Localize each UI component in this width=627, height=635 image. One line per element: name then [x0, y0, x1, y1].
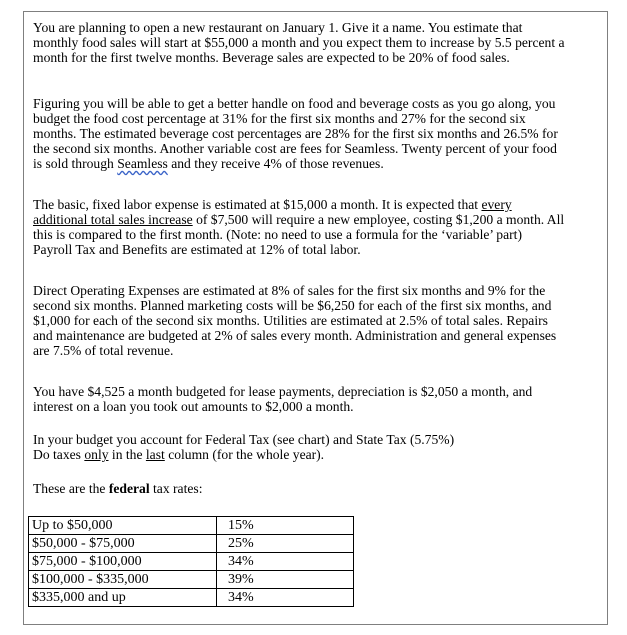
text-line: interest on a loan you took out amounts to $2,000 a month.	[33, 399, 354, 414]
text-line: You are planning to open a new restaurant on January 1. Give it a name. You estimate that	[33, 20, 523, 35]
bracket-cell: $50,000 - $75,000	[29, 535, 217, 553]
text-line: and they receive 4% of those revenues.	[167, 156, 384, 171]
table-row	[29, 553, 354, 571]
text-line: These are the	[33, 481, 109, 496]
underlined-text: only	[84, 447, 109, 462]
text-line: $1,000 for each of the second six months. Utilities are estimated at 2.5% of total sales. Repairs	[33, 313, 548, 328]
text-line: monthly food sales will start at $55,000 a month and you expect them to increase by 5.5 percent a	[33, 35, 565, 50]
table-row	[29, 589, 354, 607]
text-line: The basic, fixed labor expense is estimated at $15,000 a month. It is expected that	[33, 197, 482, 212]
paragraph-federal-intro	[33, 481, 608, 496]
table-row	[29, 571, 354, 589]
text-line: in the	[108, 447, 146, 462]
text-line: is sold through	[33, 156, 118, 171]
text-line: are 7.5% of total revenue.	[33, 343, 174, 358]
paragraph-labor	[33, 197, 608, 257]
rate-cell: 34%	[217, 553, 354, 571]
text-line: tax rates:	[149, 481, 203, 496]
text-line: Direct Operating Expenses are estimated at 8% of sales for the first six months and 9% for the	[33, 283, 546, 298]
underlined-text: every	[481, 197, 512, 212]
bracket-cell: $75,000 - $100,000	[29, 553, 217, 571]
underlined-text: last	[145, 447, 165, 462]
text-line: budget the food cost percentage at 31% for the first six months and 27% for the second six	[33, 111, 526, 126]
text-line: month for the first twelve months. Beverage sales are expected to be 20% of food sales.	[33, 50, 510, 65]
table-row	[29, 517, 354, 535]
paragraph-taxes	[33, 432, 608, 462]
table-row	[29, 535, 354, 553]
rate-cell: 25%	[217, 535, 354, 553]
rate-cell: 15%	[217, 517, 354, 535]
text-line: months. The estimated beverage cost percentages are 28% for the first six months and 26.5% for	[33, 126, 558, 141]
text-line: second six months. Planned marketing costs will be $6,250 for each of the first six months, and	[33, 298, 552, 313]
text-line: this is compared to the first month. (Note: no need to use a formula for the ‘variable’ part)	[33, 227, 522, 242]
paragraph-fixed	[33, 384, 608, 414]
text-line: the second six months. Another variable cost are fees for Seamless. Twenty percent of your food	[33, 141, 557, 156]
text-line: of $7,500 will require a new employee, costing $1,200 a month. All	[192, 212, 565, 227]
text-line: column (for the whole year).	[164, 447, 325, 462]
spellcheck-word: Seamless	[117, 156, 168, 171]
text-line: In your budget you account for Federal Tax (see chart) and State Tax (5.75%)	[33, 432, 455, 447]
federal-tax-table	[28, 516, 354, 607]
rate-cell: 39%	[217, 571, 354, 589]
text-line: and maintenance are budgeted at 2% of sales every month. Administration and general expenses	[33, 328, 557, 343]
underlined-text: additional total sales increase	[33, 212, 193, 227]
paragraph-operating	[33, 283, 608, 358]
text-line: You have $4,525 a month budgeted for lease payments, depreciation is $2,050 a month, and	[33, 384, 533, 399]
text-line: Payroll Tax and Benefits are estimated at 12% of total labor.	[33, 242, 361, 257]
bold-text: federal	[108, 481, 150, 496]
bracket-cell: $100,000 - $335,000	[29, 571, 217, 589]
text-line: Do taxes	[33, 447, 85, 462]
paragraph-costs	[33, 96, 608, 171]
bracket-cell: Up to $50,000	[29, 517, 217, 535]
text-line: Figuring you will be able to get a better handle on food and beverage costs as you go along, you	[33, 96, 556, 111]
paragraph-intro	[33, 20, 608, 65]
bracket-cell: $335,000 and up	[29, 589, 217, 607]
rate-cell: 34%	[217, 589, 354, 607]
